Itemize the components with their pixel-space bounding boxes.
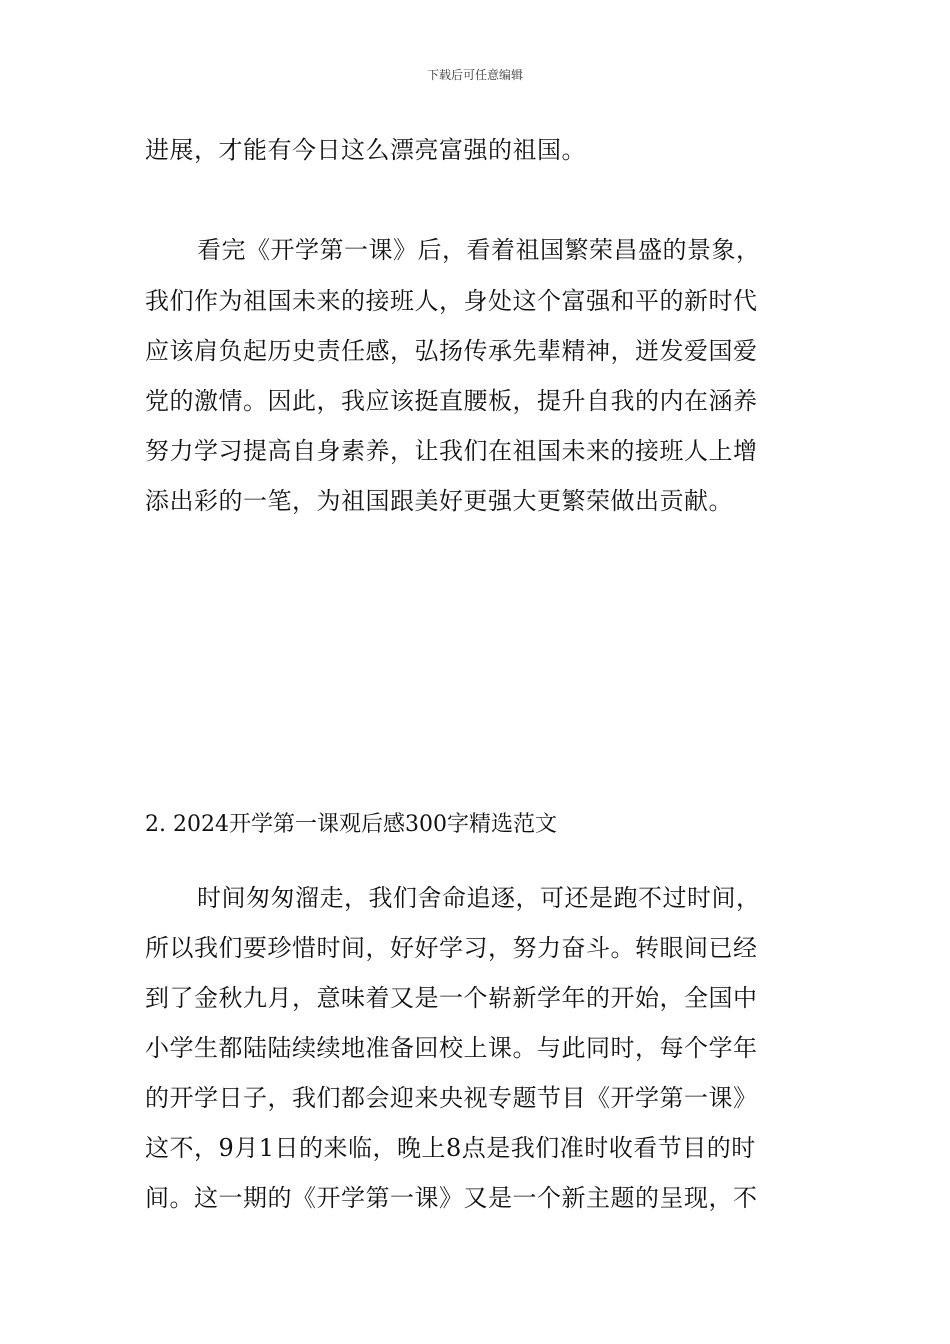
text-line: 间。这一期的《开学第一课》又是一个新主题的呈现，不 xyxy=(145,1184,758,1212)
text-line: 努力学习提高自身素养，让我们在祖国未来的接班人上增 xyxy=(145,437,758,465)
text-line: 小学生都陆陆续续地准备回校上课。与此同时，每个学年 xyxy=(145,1034,758,1062)
text-line: 时间匆匆溜走，我们舍命追逐，可还是跑不过时间， xyxy=(197,884,761,912)
text-line: 应该肩负起历史责任感，弘扬传承先辈精神，迸发爱国爱 xyxy=(145,337,758,365)
text-line: 看完《开学第一课》后，看着祖国繁荣昌盛的景象， xyxy=(197,236,761,264)
section-heading: 2. 2024开学第一课观后感300字精选范文 xyxy=(145,812,557,837)
text-line: 党的激情。因此，我应该挺直腰板，提升自我的内在涵养 xyxy=(145,387,758,415)
text-line: 添出彩的一笔，为祖国跟美好更强大更繁荣做出贡献。 xyxy=(145,487,733,515)
text-line: 这不，9月1日的来临，晚上8点是我们准时收看节目的时 xyxy=(145,1134,756,1162)
text-line: 到了金秋九月，意味着又是一个崭新学年的开始，全国中 xyxy=(145,984,758,1012)
page-header-note: 下载后可任意编辑 xyxy=(426,68,523,82)
text-line: 我们作为祖国未来的接班人，身处这个富强和平的新时代 xyxy=(145,287,758,315)
text-line: 所以我们要珍惜时间，好好学习，努力奋斗。转眼间已经 xyxy=(145,934,758,962)
text-line: 进展，才能有今日这么漂亮富强的祖国。 xyxy=(145,136,586,164)
text-line: 的开学日子，我们都会迎来央视专题节目《开学第一课》 xyxy=(145,1084,758,1112)
